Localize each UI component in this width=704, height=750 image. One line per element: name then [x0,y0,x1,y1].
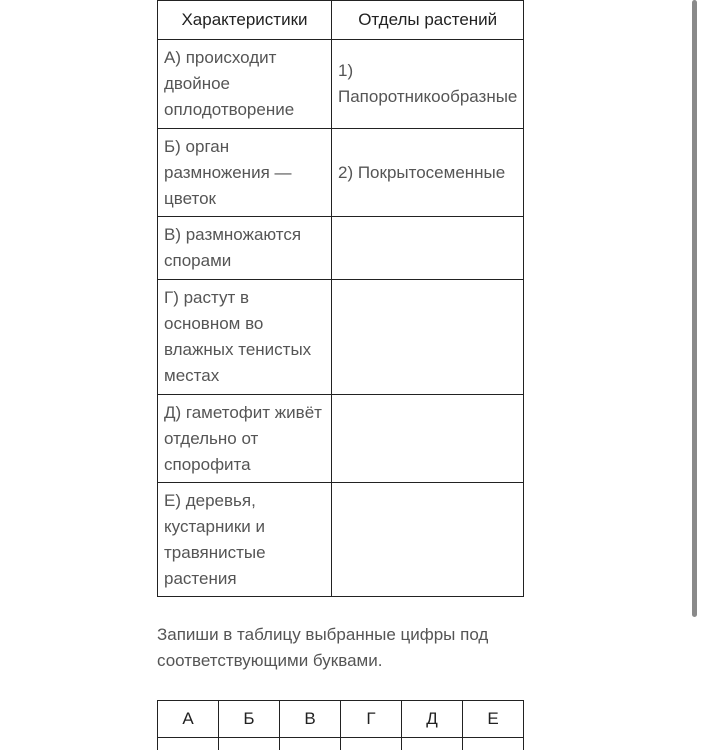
answer-letters-row [158,701,524,738]
characteristic-cell: Д) гаметофит живёт отдельно от спорофита [158,395,332,483]
answer-input-cell[interactable] [280,738,341,750]
table-row [158,483,524,597]
table-header-row [158,1,524,40]
table-row [158,40,524,129]
characteristic-cell: Е) деревья, кустарники и травянистые растения [158,483,332,597]
answer-input-cell[interactable] [463,738,524,750]
answer-input-cell[interactable] [219,738,280,750]
answer-letter: Д [402,701,463,738]
answer-letter: В [280,701,341,738]
header-plant-divisions: Отделы растений [332,1,524,40]
table-row [158,217,524,280]
answer-letter: А [158,701,219,738]
division-cell [332,483,524,597]
characteristic-cell: Г) растут в основном во влажных тенистых местах [158,280,332,395]
answer-input-cell[interactable] [341,738,402,750]
answer-input-cell[interactable] [402,738,463,750]
characteristics-table [157,0,524,597]
answer-letter: Е [463,701,524,738]
instruction-text: Запиши в таблицу выбранные цифры под соответствующими буквами. [157,625,489,670]
table-row [158,129,524,217]
answer-input-row [158,738,524,750]
table-row [158,395,524,483]
answer-input-cell[interactable] [158,738,219,750]
scrollbar[interactable] [692,0,697,617]
characteristic-cell: Б) орган размножения — цветок [158,129,332,217]
characteristic-cell: В) размножаются спорами [158,217,332,280]
characteristic-cell: А) происходит двойное оплодотворение [158,40,332,129]
division-cell [332,217,524,280]
division-cell [332,280,524,395]
division-cell: 1) Папоротникообразные [332,40,524,129]
division-cell: 2) Покрытосеменные [332,129,524,217]
answer-letter: Б [219,701,280,738]
table-row [158,280,524,395]
answer-table [157,700,524,750]
answer-letter: Г [341,701,402,738]
division-cell [332,395,524,483]
header-characteristics: Характеристики [158,1,332,40]
